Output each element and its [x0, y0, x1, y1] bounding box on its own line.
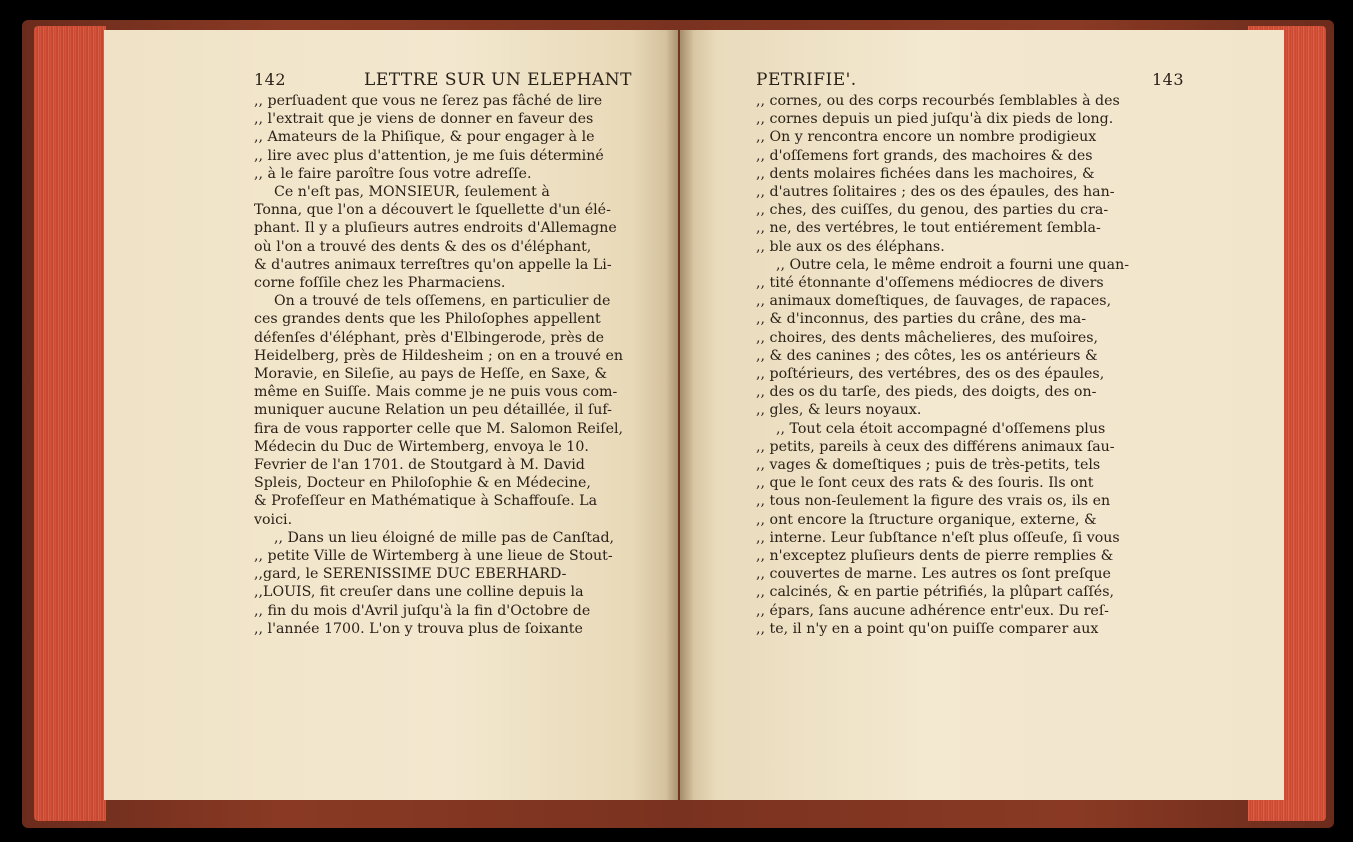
left-page-text: [254, 92, 632, 638]
text-line: & Profeſſeur en Mathématique à Schaffouſe. La: [254, 493, 598, 510]
text-line: ,, ches, des cuiſſes, du genou, des parties du cra-: [756, 202, 1109, 219]
text-line: ,, n'exceptez pluſieurs dents de pierre remplies &: [756, 548, 1114, 565]
text-line: même en Suiſſe. Mais comme je ne puis vous com-: [254, 384, 618, 401]
text-line: ,, ble aux os des éléphans.: [756, 238, 945, 255]
left-running-head: [254, 70, 632, 90]
text-line: ,, épars, ſans aucune adhérence entr'eux. Du reſ-: [756, 602, 1109, 619]
text-line: ,, tité étonnante d'oſſemens médiocres de divers: [756, 275, 1104, 292]
text-line: ,, & d'inconnus, des parties du crâne, des ma-: [756, 311, 1086, 328]
text-line: On a trouvé de tels oſſemens, en particulier de: [274, 293, 611, 310]
text-line: ,, interne. Leur ſubſtance n'eſt plus oſſeuſe, ſi vous: [756, 529, 1120, 546]
text-line: ,, que le ſont ceux des rats & des ſouris. Ils ont: [756, 475, 1094, 492]
text-line: ,, Outre cela, le même endroit a fourni une quan-: [776, 256, 1130, 273]
text-line: Spleis, Docteur en Philoſophie & en Médecine,: [254, 475, 591, 492]
text-line: Ce n'eſt pas, MONSIEUR, ſeulement à: [274, 184, 550, 201]
text-line: Moravie, en Sileſie, au pays de Heſſe, en Saxe, &: [254, 366, 608, 383]
text-line: ,, d'autres ſolitaires ; des os des épaules, des han-: [756, 184, 1115, 201]
text-line: muniquer aucune Relation un peu détaillée, il ſuf-: [254, 402, 612, 419]
text-line: ,, vages & domeſtiques ; puis de très-petits, tels: [756, 457, 1101, 474]
text-line: ,, des os du tarſe, des pieds, des doigts, des on-: [756, 384, 1097, 401]
text-line: voici.: [254, 511, 293, 528]
text-line: ,, gles, & leurs noyaux.: [756, 402, 922, 419]
text-line: fira de vous rapporter celle que M. Salomon Reiſel,: [254, 420, 624, 437]
right-page-text: [756, 92, 1184, 638]
right-running-head: [756, 70, 1184, 90]
text-line: ,, fin du mois d'Avril juſqu'à la fin d'Octobre de: [254, 602, 591, 619]
text-line: ,, couvertes de marne. Les autres os ſont preſque: [756, 566, 1111, 583]
text-line: ,,LOUIS, fit creuſer dans une colline depuis la: [254, 584, 584, 601]
right-page-number: 143: [1151, 70, 1184, 89]
text-line: & d'autres animaux terreſtres qu'on appelle la Li-: [254, 256, 612, 273]
text-line: ,, cornes, ou des corps recourbés ſemblables à des: [756, 93, 1120, 109]
text-line: Fevrier de l'an 1701. de Stoutgard à M. David: [254, 457, 585, 474]
text-line: ,, cornes depuis un pied juſqu'à dix pieds de long.: [756, 111, 1114, 128]
text-line: ,, te, il n'y en a point qu'on puiſſe comparer aux: [756, 620, 1099, 637]
text-line: ,, petite Ville de Wirtemberg à une lieue de Stout-: [254, 548, 613, 565]
text-line: ces grandes dents que les Philoſophes appellent: [254, 311, 601, 328]
text-line: ,, calcinés, & en partie pétrifiés, la plûpart caſſés,: [756, 584, 1114, 601]
text-line: corne foſſile chez les Pharmaciens.: [254, 275, 506, 292]
text-line: Médecin du Duc de Wirtemberg, envoya le 10.: [254, 438, 589, 455]
right-running-title: PETRIFIE'.: [756, 70, 857, 90]
text-line: ,, & des canines ; des côtes, les os antérieurs &: [756, 347, 1098, 364]
text-line: ,, tous non-ſeulement la figure des vrais os, ils en: [756, 493, 1111, 510]
text-line: ,, poſtérieurs, des vertébres, des os des épaules,: [756, 366, 1105, 383]
left-page-number: 142: [254, 70, 287, 89]
text-line: ,, ne, des vertébres, le tout entiérement ſembla-: [756, 220, 1101, 237]
text-line: Heidelberg, près de Hildesheim ; on en a trouvé en: [254, 347, 624, 364]
text-line: ,, l'extrait que je viens de donner en faveur des: [254, 111, 594, 128]
text-line: ,, lire avec plus d'attention, je me ſuis déterminé: [254, 147, 604, 164]
left-page-edges: [34, 26, 106, 821]
text-line: ,, petits, pareils à ceux des différens animaux ſau-: [756, 438, 1115, 455]
text-line: phant. Il y a pluſieurs autres endroits d'Allemagne: [254, 220, 617, 237]
text-line: ,, l'année 1700. L'on y trouva plus de ſoixante: [254, 620, 583, 637]
text-line: ,, Tout cela étoit accompagné d'oſſemens plus: [776, 420, 1106, 437]
text-line: ,,gard, le SERENISSIME DUC EBERHARD-: [254, 566, 567, 583]
book-gutter: [666, 30, 694, 800]
text-line: ,, Dans un lieu éloigné de mille pas de Canſtad,: [274, 529, 615, 546]
text-line: ,, On y rencontra encore un nombre prodigieux: [756, 129, 1097, 146]
text-line: ,, ont encore la ſtructure organique, externe, &: [756, 511, 1097, 528]
text-line: ,, choires, des dents mâchelieres, des muſoires,: [756, 329, 1099, 346]
left-running-title: LETTRE SUR UN ELEPHANT: [364, 70, 632, 90]
text-line: ,, à le faire paroître ſous votre adreſſe.: [254, 165, 532, 182]
text-line: ,, Amateurs de la Phiſique, & pour engager à le: [254, 129, 595, 146]
text-line: ,, animaux domeſtiques, de ſauvages, de rapaces,: [756, 293, 1112, 310]
text-line: ,, perſuadent que vous ne ſerez pas fâché de lire: [254, 93, 603, 109]
text-line: défenſes d'éléphant, près d'Elbingerode, près de: [254, 329, 605, 346]
text-line: ,, d'oſſemens fort grands, des machoires & des: [756, 147, 1093, 164]
right-page: [680, 30, 1284, 800]
text-line: où l'on a trouvé des dents & des os d'éléphant,: [254, 238, 592, 255]
text-line: ,, dents molaires fichées dans les machoires, &: [756, 165, 1095, 182]
left-page: [104, 30, 678, 800]
text-line: Tonna, que l'on a découvert le ſquellette d'un élé-: [254, 202, 611, 219]
